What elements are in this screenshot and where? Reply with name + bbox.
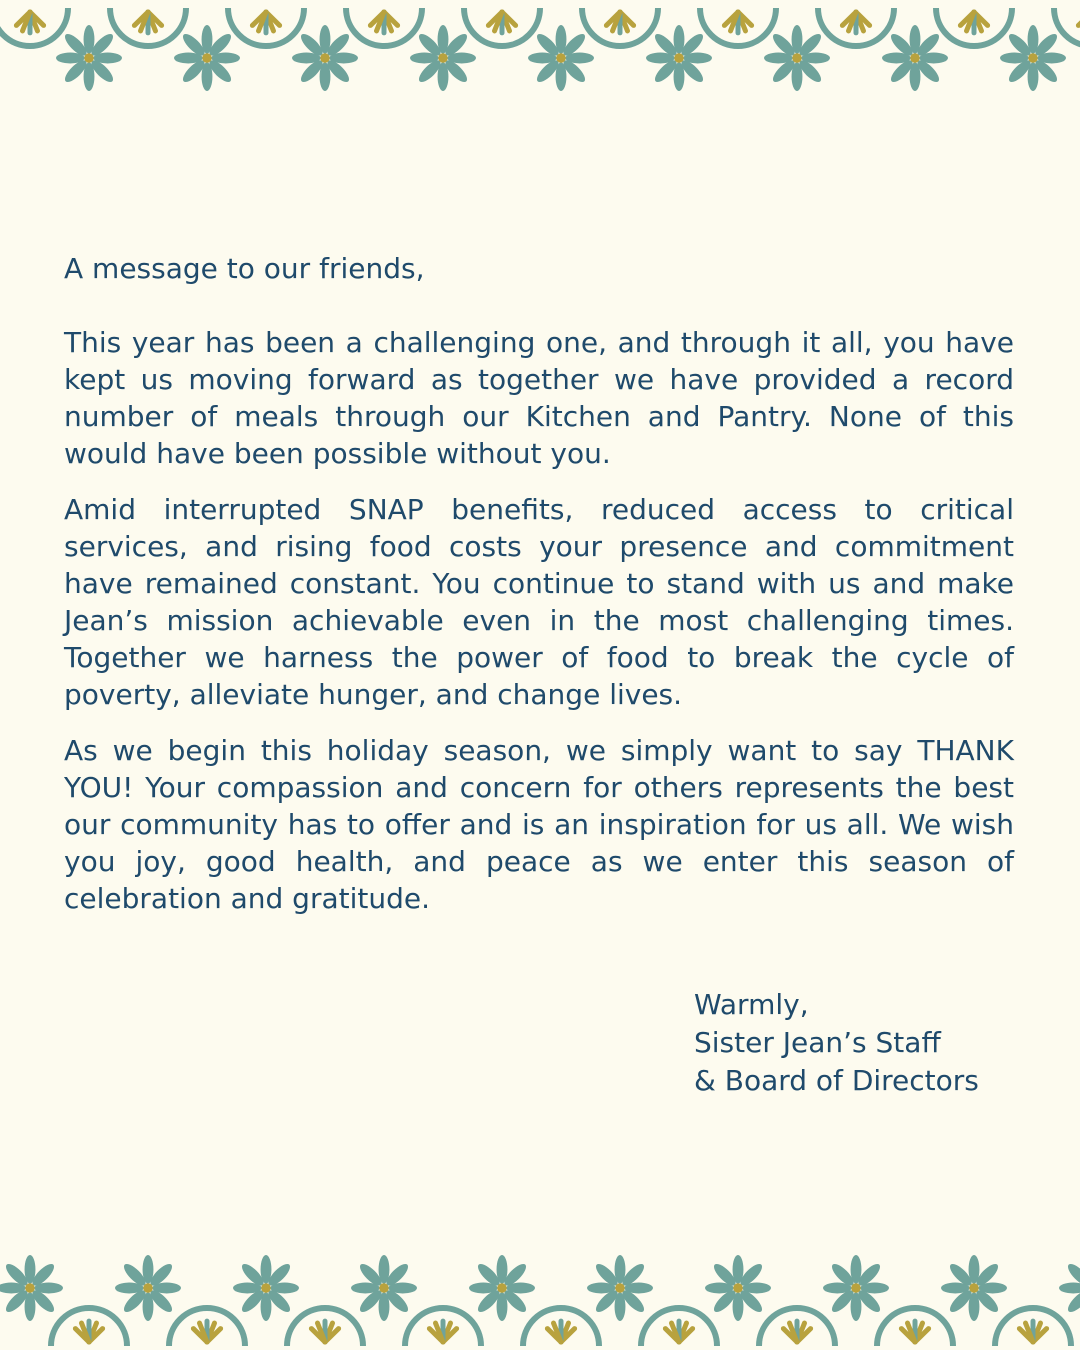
- flower-icon: [0, 1255, 63, 1321]
- flower-icon: [646, 25, 712, 91]
- flower-icon: [764, 25, 830, 91]
- letter-body: [64, 250, 1014, 936]
- flower-icon: [292, 25, 358, 91]
- signature-line-board: & Board of Directors: [694, 1064, 979, 1097]
- flower-icon: [410, 25, 476, 91]
- scallop-arc-icon: [1054, 8, 1080, 46]
- signature-closing: Warmly,: [694, 988, 809, 1021]
- signature-line-staff: Sister Jean’s Staff: [694, 1026, 941, 1059]
- top-decorative-border: [0, 0, 1080, 100]
- flower-icon: [823, 1255, 889, 1321]
- flower-icon: [705, 1255, 771, 1321]
- flower-icon: [56, 25, 122, 91]
- letter-paragraph-2: Amid interrupted SNAP benefits, reduced access to critical services, and rising food costs your presence and commitment have remained constant. You continue to stand with us and make Jean’s mission achievable even in the most challenging times. Together we harness the power of food to break the cycle of poverty, alleviate hunger, and change lives.: [64, 493, 1014, 711]
- flower-icon: [941, 1255, 1007, 1321]
- flower-icon: [174, 25, 240, 91]
- flower-icon: [587, 1255, 653, 1321]
- flower-icon: [528, 25, 594, 91]
- flower-icon: [882, 25, 948, 91]
- flower-icon: [1059, 1255, 1080, 1321]
- flower-icon: [233, 1255, 299, 1321]
- flower-icon: [351, 1255, 417, 1321]
- letter-paragraph-1: This year has been a challenging one, and through it all, you have kept us moving forward as together we have provided a record number of meals through our Kitchen and Pantry. None of this would have been possible without you.: [64, 326, 1014, 470]
- floral-pattern-icon: [0, 0, 1080, 100]
- letter-signature: [694, 986, 979, 1100]
- bottom-decorative-border: [0, 1250, 1080, 1350]
- flower-icon: [115, 1255, 181, 1321]
- flower-icon: [469, 1255, 535, 1321]
- letter-greeting: A message to our friends,: [64, 252, 425, 285]
- flower-icon: [1000, 25, 1066, 91]
- floral-pattern-icon: [0, 1250, 1080, 1350]
- letter-paragraph-3: As we begin this holiday season, we simply want to say THANK YOU! Your compassion and concern for others represents the best our community has to offer and is an inspiration for us all. We wish you joy, good health, and peace as we enter this season of celebration and gratitude.: [64, 734, 1014, 915]
